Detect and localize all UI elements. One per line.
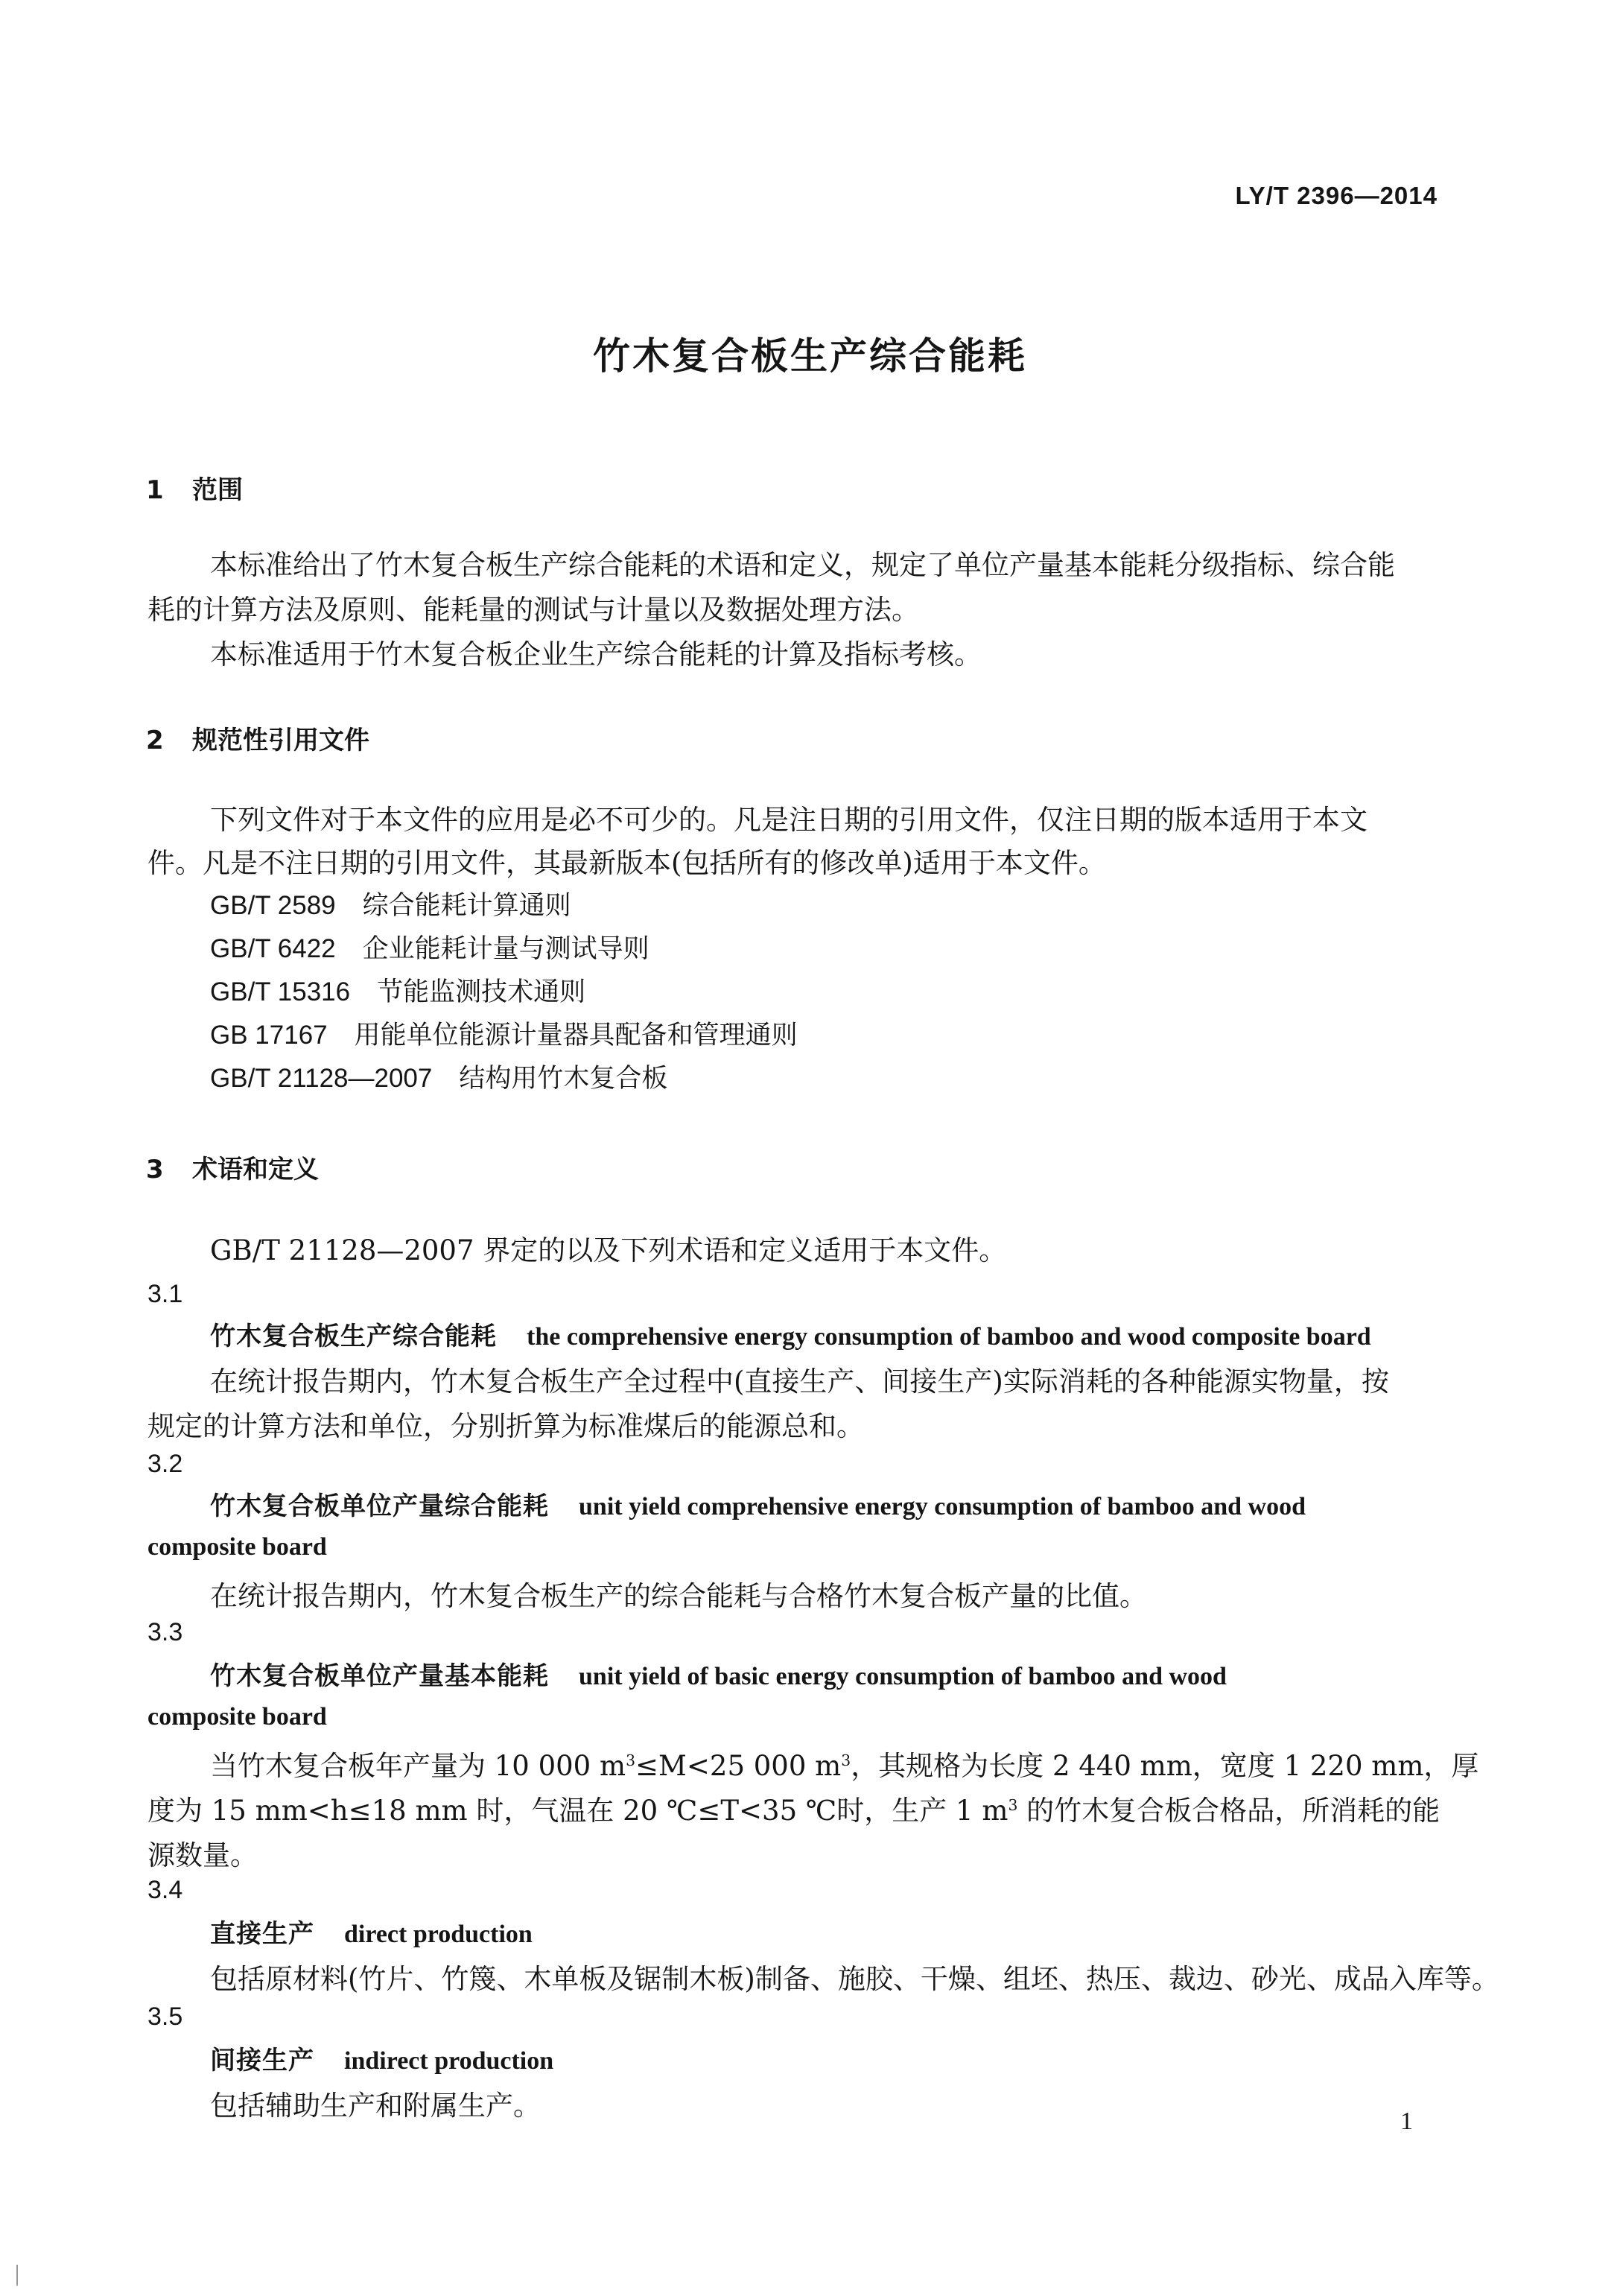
term-entry — [210, 1485, 1306, 1522]
section-number: 2 — [146, 726, 164, 755]
reference-item — [210, 971, 585, 1009]
reference-item — [210, 1015, 798, 1052]
references-intro-line: 下列文件对于本文件的应用是必不可少的。凡是注日期的引用文件，仅注日期的版本适用于本文 — [210, 804, 1368, 836]
scan-margin-mark — [16, 2265, 18, 2286]
term-english: unit yield comprehensive energy consumption of bamboo and wood — [579, 1493, 1306, 1520]
clause-number: 3.3 — [147, 1618, 183, 1646]
reference-code: GB/T 6422 — [210, 934, 336, 963]
clause-number: 3.1 — [147, 1280, 183, 1308]
reference-title: 综合能耗计算通则 — [362, 891, 571, 921]
term-definition-line: 当竹木复合板年产量为 10 000 $m^3\le M<25$ 000 $m^3$，其规格为长度 2 440 mm，宽度 1 220 mm，厚 — [210, 1750, 1479, 1782]
scope-paragraph-line: 耗的计算方法及原则、能耗量的测试与计量以及数据处理方法。 — [147, 594, 919, 626]
terms-intro: GB/T 21128—2007 界定的以及下列术语和定义适用于本文件。 — [210, 1234, 1007, 1266]
reference-title: 企业能耗计量与测试导则 — [362, 934, 649, 964]
term-chinese: 间接生产 — [210, 2046, 314, 2075]
term-definition-line: 在统计报告期内，竹木复合板生产全过程中(直接生产、间接生产)实际消耗的各种能源实物量，按 — [210, 1366, 1389, 1398]
term-english-continued: composite board — [147, 1533, 327, 1561]
reference-title: 节能监测技术通则 — [377, 977, 586, 1007]
term-definition-line: 包括辅助生产和附属生产。 — [210, 2090, 541, 2122]
reference-title: 结构用竹木复合板 — [459, 1064, 668, 1094]
term-definition-line: 源数量。 — [147, 1839, 258, 1871]
section-title: 范围 — [192, 475, 243, 505]
term-entry — [210, 1913, 533, 1950]
reference-item — [210, 885, 571, 922]
term-english: direct production — [344, 1921, 533, 1948]
term-definition-line: 在统计报告期内，竹木复合板生产的综合能耗与合格竹木复合板产量的比值。 — [210, 1580, 1147, 1612]
term-entry — [210, 1316, 1371, 1352]
standard-code: LY/T 2396—2014 — [1235, 182, 1438, 209]
reference-code: GB/T 2589 — [210, 891, 336, 920]
term-english-continued: composite board — [147, 1703, 327, 1731]
page-number: 1 — [1400, 2108, 1413, 2135]
references-intro-line: 件。凡是不注日期的引用文件，其最新版本(包括所有的修改单)适用于本文件。 — [147, 847, 1106, 879]
document-title: 竹木复合板生产综合能耗 — [593, 334, 1027, 378]
reference-item — [210, 1058, 667, 1095]
term-chinese: 直接生产 — [210, 1919, 314, 1949]
term-english: unit yield of basic energy consumption of bamboo and wood — [579, 1663, 1227, 1690]
reference-code: GB 17167 — [210, 1021, 328, 1050]
term-definition-line: 包括原材料(竹片、竹篾、木单板及锯制木板)制备、施胶、干燥、组坯、热压、裁边、砂光、成品入库等。 — [210, 1963, 1499, 1995]
term-chinese: 竹木复合板单位产量基本能耗 — [210, 1661, 549, 1691]
section-number: 3 — [146, 1155, 164, 1185]
reference-code: GB/T 15316 — [210, 977, 351, 1006]
scope-applicability: 本标准适用于竹木复合板企业生产综合能耗的计算及指标考核。 — [210, 638, 982, 670]
term-definition-line: 度为 15 mm<h≤18 mm 时，气温在 20 ℃≤T<35 ℃时，生产 1 $m^3$ 的竹木复合板合格品，所消耗的能 — [147, 1795, 1440, 1827]
term-entry — [210, 1655, 1227, 1692]
section-title: 术语和定义 — [192, 1155, 319, 1185]
clause-number: 3.4 — [147, 1876, 183, 1904]
section-3-heading — [146, 1149, 319, 1185]
clause-number: 3.2 — [147, 1450, 183, 1478]
section-title: 规范性引用文件 — [192, 726, 369, 755]
section-1-heading — [146, 469, 243, 506]
term-chinese: 竹木复合板单位产量综合能耗 — [210, 1491, 549, 1521]
scope-paragraph-line: 本标准给出了竹木复合板生产综合能耗的术语和定义，规定了单位产量基本能耗分级指标、综合能 — [210, 549, 1395, 581]
clause-number: 3.5 — [147, 2002, 183, 2031]
reference-item — [210, 928, 649, 965]
term-english: indirect production — [344, 2047, 554, 2075]
term-chinese: 竹木复合板生产综合能耗 — [210, 1322, 497, 1351]
term-definition-line: 规定的计算方法和单位，分别折算为标准煤后的能源总和。 — [147, 1410, 864, 1442]
term-english: the comprehensive energy consumption of bamboo and wood composite board — [527, 1323, 1371, 1351]
section-number: 1 — [146, 475, 164, 505]
reference-title: 用能单位能源计量器具配备和管理通则 — [354, 1021, 798, 1050]
term-entry — [210, 2040, 553, 2076]
section-2-heading — [146, 720, 369, 756]
reference-code: GB/T 21128—2007 — [210, 1064, 433, 1093]
